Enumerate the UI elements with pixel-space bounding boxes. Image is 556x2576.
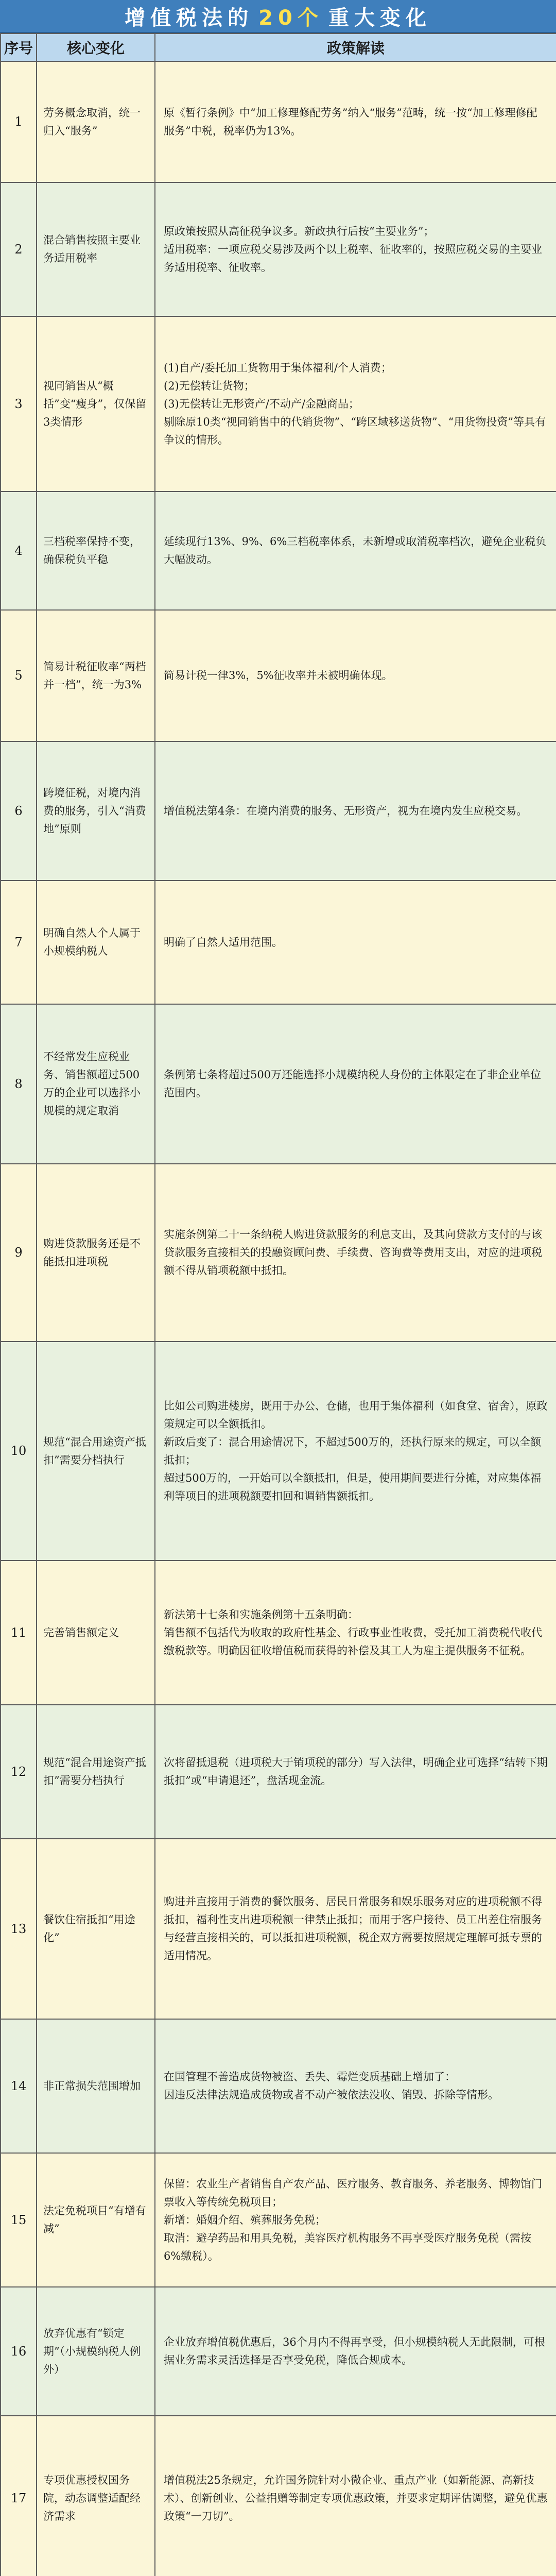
table-row	[1, 880, 556, 1004]
interpretation-line: 因违反法律法规造成货物或者不动产被依法没收、销毁、拆除等情形。	[164, 2089, 499, 2101]
interpretation-line: 原《暂行条例》中“加工修理修配劳务”纳入“服务”范畴，统一按“加工修理修配服务”中税，税率仍为13%。	[164, 106, 537, 137]
interpretation-line: 剔除原10类“视同销售中的代销货物”、“跨区域移送货物”、“用货物投资”等具有争议的情形。	[164, 415, 546, 446]
table-row	[1, 1004, 556, 1164]
policy-interpretation	[155, 1164, 556, 1342]
title-before: 增值税法的	[125, 6, 254, 30]
interpretation-line: 在国管理不善造成货物被盗、丢失、霉烂变质基础上增加了：	[164, 2071, 456, 2083]
row-number: 11	[1, 1561, 37, 1705]
interpretation-line: 新政后变了：混合用途情况下，不超过500万的，还执行原来的规定，可以全额抵扣；	[164, 1435, 542, 1466]
table-row	[1, 182, 556, 316]
core-change: 不经常发生应税业务、销售额超过500万的企业可以选择小规模的规定取消	[37, 1004, 155, 1164]
interpretation-line: 次将留抵退税（进项税大于销项税的部分）写入法律，明确企业可选择“结转下期抵扣”或“申请退还”，盘活现金流。	[164, 1756, 548, 1787]
row-number: 6	[1, 741, 37, 880]
core-change: 专项优惠授权国务院，动态调整适配经济需求	[37, 2416, 155, 2576]
row-number: 1	[1, 61, 37, 182]
policy-interpretation	[155, 1705, 556, 1839]
policy-interpretation	[155, 2153, 556, 2287]
row-number: 14	[1, 2019, 37, 2153]
core-change: 视同销售从“概括”变“瘦身”，仅保留3类情形	[37, 316, 155, 492]
interpretation-line: 延续现行13%、9%、6%三档税率体系，未新增或取消税率档次，避免企业税负大幅波动。	[164, 535, 547, 566]
core-change: 非正常损失范围增加	[37, 2019, 155, 2153]
interpretation-line: (3)无偿转让无形资产/不动产/金融商品；	[164, 397, 359, 410]
core-change: 法定免税项目“有增有减”	[37, 2153, 155, 2287]
core-change: 规范“混合用途资产抵扣”需要分档执行	[37, 1342, 155, 1561]
interpretation-line: 新增：婚姻介绍、殡葬服务免税；	[164, 2213, 326, 2226]
row-number: 17	[1, 2416, 37, 2576]
table-body	[1, 61, 556, 2576]
table-row	[1, 610, 556, 741]
row-number: 9	[1, 1164, 37, 1342]
core-change: 混合销售按照主要业务适用税率	[37, 182, 155, 316]
table-row	[1, 741, 556, 880]
table-row	[1, 2019, 556, 2153]
table-row	[1, 1561, 556, 1705]
policy-interpretation	[155, 1561, 556, 1705]
table-header-row	[1, 33, 556, 61]
title-after: 重大变化	[328, 6, 431, 30]
interpretation-line: 原政策按照从高征税争议多。新政执行后按“主要业务”；	[164, 225, 435, 238]
table-row	[1, 2153, 556, 2287]
policy-interpretation	[155, 610, 556, 741]
policy-interpretation	[155, 1342, 556, 1561]
row-number: 16	[1, 2287, 37, 2416]
core-change: 放弃优惠有“锁定期”（小规模纳税人例外）	[37, 2287, 155, 2416]
document-title	[0, 0, 556, 33]
table-row	[1, 2287, 556, 2416]
header-interpretation: 政策解读	[155, 33, 556, 61]
interpretation-line: 取消：避孕药品和用具免税，美容医疗机构服务不再享受医疗服务免税（需按6%缴税）。	[164, 2231, 531, 2262]
interpretation-line: 保留：农业生产者销售自产农产品、医疗服务、教育服务、养老服务、博物馆门票收入等传统免税项目；	[164, 2177, 542, 2208]
row-number: 8	[1, 1004, 37, 1164]
interpretation-line: 条例第七条将超过500万还能选择小规模纳税人身份的主体限定在了非企业单位范围内。	[164, 1069, 542, 1099]
interpretation-line: 增值税法25条规定，允许国务院针对小微企业、重点产业（如新能源、高新技术）、创新创业、公益捐赠等制定专项优惠政策，并要求定期评估调整，避免优惠政策“一刀切”。	[164, 2473, 548, 2522]
title-number: 20个	[258, 6, 323, 30]
interpretation-line: 企业放弃增值税优惠后，36个月内不得再享受，但小规模纳税人无此限制，可根据业务需求灵活选择是否享受免税，降低合规成本。	[164, 2336, 545, 2366]
row-number: 2	[1, 182, 37, 316]
interpretation-line: 购进并直接用于消费的餐饮服务、居民日常服务和娱乐服务对应的进项税额不得抵扣，福利性支出进项税额一律禁止抵扣；而用于客户接待、员工出差住宿服务与经营直接相关的，可以抵扣进项税额，税企双方需要按照规定理解可抵专票的适用情况。	[164, 1895, 542, 1962]
interpretation-line: (2)无偿转让货物；	[164, 379, 255, 392]
core-change: 劳务概念取消，统一归入“服务”	[37, 61, 155, 182]
policy-interpretation	[155, 880, 556, 1004]
header-index: 序号	[1, 33, 37, 61]
core-change: 明确自然人个人属于小规模纳税人	[37, 880, 155, 1004]
interpretation-line: 比如公司购进楼房，既用于办公、仓储，也用于集体福利（如食堂、宿舍），原政策规定可以全额抵扣。	[164, 1399, 548, 1430]
interpretation-line: 新法第十七条和实施条例第十五条明确：	[164, 1608, 358, 1621]
table-row	[1, 492, 556, 610]
row-number: 15	[1, 2153, 37, 2287]
core-change: 规范“混合用途资产抵扣”需要分档执行	[37, 1705, 155, 1839]
policy-interpretation	[155, 316, 556, 492]
row-number: 7	[1, 880, 37, 1004]
policy-interpretation	[155, 61, 556, 182]
table-row	[1, 1705, 556, 1839]
policy-interpretation	[155, 1839, 556, 2019]
interpretation-line: 明确了自然人适用范围。	[164, 936, 283, 948]
table-row	[1, 1839, 556, 2019]
row-number: 4	[1, 492, 37, 610]
row-number: 12	[1, 1705, 37, 1839]
core-change: 购进贷款服务还是不能抵扣进项税	[37, 1164, 155, 1342]
row-number: 3	[1, 316, 37, 492]
policy-interpretation	[155, 741, 556, 880]
interpretation-line: 增值税法第4条：在境内消费的服务、无形资产，视为在境内发生应税交易。	[164, 804, 528, 817]
interpretation-line: 适用税率：一项应税交易涉及两个以上税率、征收率的，按照应税交易的主要业务适用税率、征收率。	[164, 243, 542, 274]
interpretation-line: 超过500万的，一开始可以全额抵扣，但是，使用期间要进行分摊，对应集体福利等项目的进项税额要扣回和调销售额抵扣。	[164, 1471, 542, 1502]
table-row	[1, 2416, 556, 2576]
row-number: 5	[1, 610, 37, 741]
core-change: 完善销售额定义	[37, 1561, 155, 1705]
core-change: 餐饮住宿抵扣“用途化”	[37, 1839, 155, 2019]
row-number: 13	[1, 1839, 37, 2019]
table-row	[1, 1164, 556, 1342]
interpretation-line: 实施条例第二十一条纳税人购进贷款服务的利息支出，及其向贷款方支付的与该贷款服务直接相关的投融资顾问费、手续费、咨询费等费用支出，对应的进项税额不得从销项税额中抵扣。	[164, 1228, 542, 1277]
table-row	[1, 61, 556, 182]
policy-interpretation	[155, 2416, 556, 2576]
header-change: 核心变化	[37, 33, 155, 61]
policy-interpretation	[155, 492, 556, 610]
table-row	[1, 1342, 556, 1561]
policy-table	[0, 33, 556, 2576]
interpretation-line: (1)自产/委托加工货物用于集体福利/个人消费；	[164, 361, 392, 374]
core-change: 三档税率保持不变，确保税负平稳	[37, 492, 155, 610]
row-number: 10	[1, 1342, 37, 1561]
core-change: 跨境征税，对境内消费的服务，引入“消费地”原则	[37, 741, 155, 880]
interpretation-line: 简易计税一律3%，5%征收率并未被明确体现。	[164, 669, 393, 682]
interpretation-line: 销售额不包括代为收取的政府性基金、行政事业性收费，受托加工消费税代收代缴税款等。明确因征收增值税而获得的补偿及其工人为雇主提供服务不征税。	[164, 1626, 542, 1657]
policy-interpretation	[155, 2019, 556, 2153]
policy-interpretation	[155, 1004, 556, 1164]
policy-interpretation	[155, 2287, 556, 2416]
core-change: 简易计税征收率“两档并一档”，统一为3%	[37, 610, 155, 741]
table-row	[1, 316, 556, 492]
policy-interpretation	[155, 182, 556, 316]
